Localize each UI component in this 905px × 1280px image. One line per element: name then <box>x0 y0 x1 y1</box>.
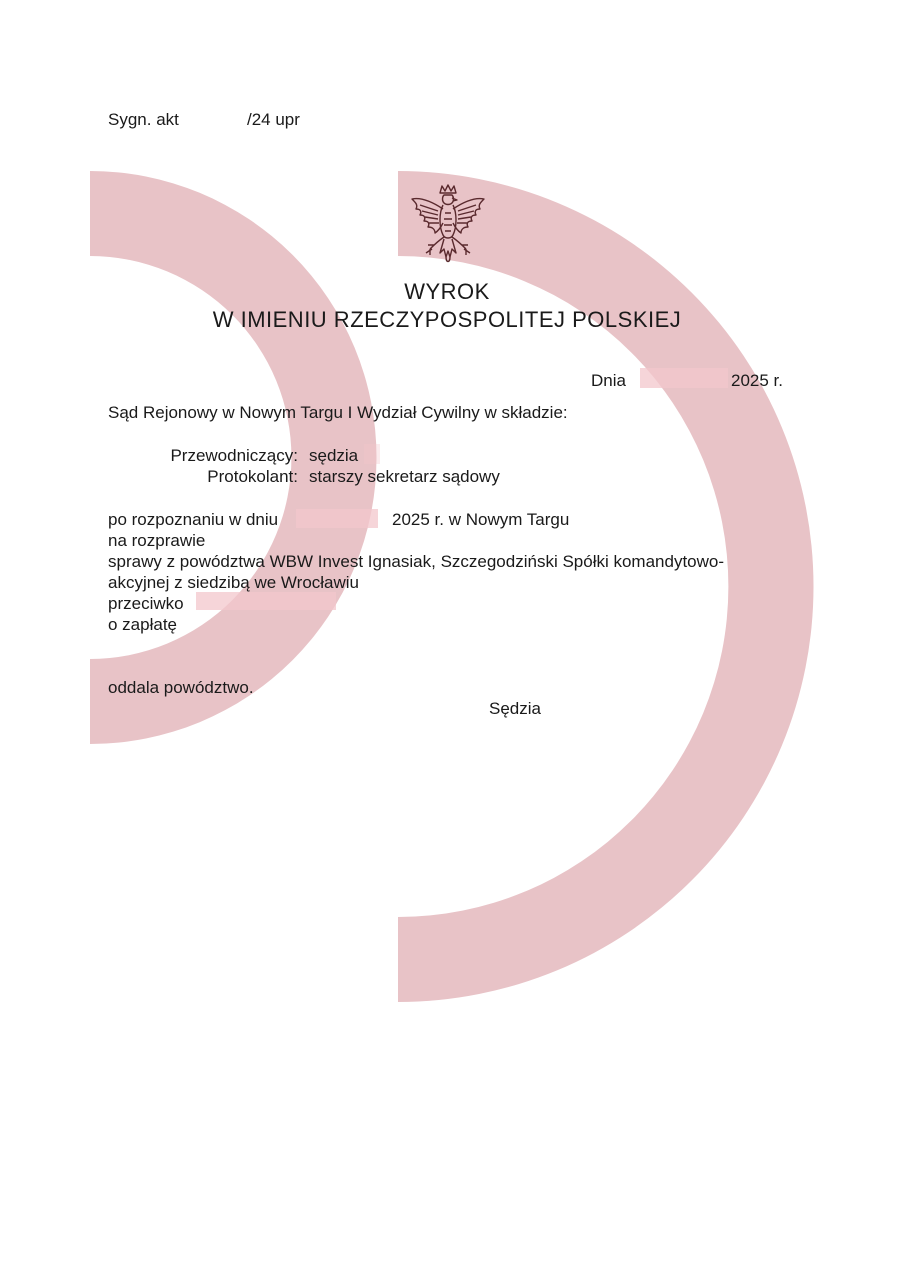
chair-label: Przewodniczący: <box>170 446 298 465</box>
polish-eagle-emblem-icon <box>408 183 488 271</box>
court-intro: Sąd Rejonowy w Nowym Targu I Wydział Cywilny w składzie: <box>108 403 568 422</box>
hearing-type: na rozprawie <box>108 531 206 550</box>
date-prefix: Dnia <box>591 371 626 390</box>
date-suffix: 2025 r. <box>731 371 783 390</box>
hearing-prefix: po rozpoznaniu w dniu <box>108 510 279 529</box>
redaction-date <box>640 368 728 388</box>
verdict: oddala powództwo. <box>108 678 254 697</box>
document-title: WYROK <box>404 279 490 304</box>
subject: o zapłatę <box>108 615 177 634</box>
clerk-label: Protokolant: <box>207 467 298 486</box>
clerk-value: starszy sekretarz sądowy <box>309 467 500 486</box>
case-line-1: sprawy z powództwa WBW Invest Ignasiak, Szczegodziński Spółki komandytowo- <box>108 552 725 571</box>
redaction-judge <box>364 444 380 464</box>
case-signature-label: Sygn. akt <box>108 110 179 129</box>
redaction-defendant <box>196 592 336 610</box>
chair-value: sędzia <box>309 446 359 465</box>
against-label: przeciwko <box>108 594 184 613</box>
hearing-suffix: 2025 r. w Nowym Targu <box>392 510 570 529</box>
signature-label: Sędzia <box>489 699 541 718</box>
redaction-hearing-date <box>296 509 378 528</box>
document-subtitle: W IMIENIU RZECZYPOSPOLITEJ POLSKIEJ <box>212 307 682 332</box>
case-line-2: akcyjnej z siedzibą we Wrocławiu <box>108 573 360 592</box>
case-signature-suffix: /24 upr <box>247 110 300 129</box>
